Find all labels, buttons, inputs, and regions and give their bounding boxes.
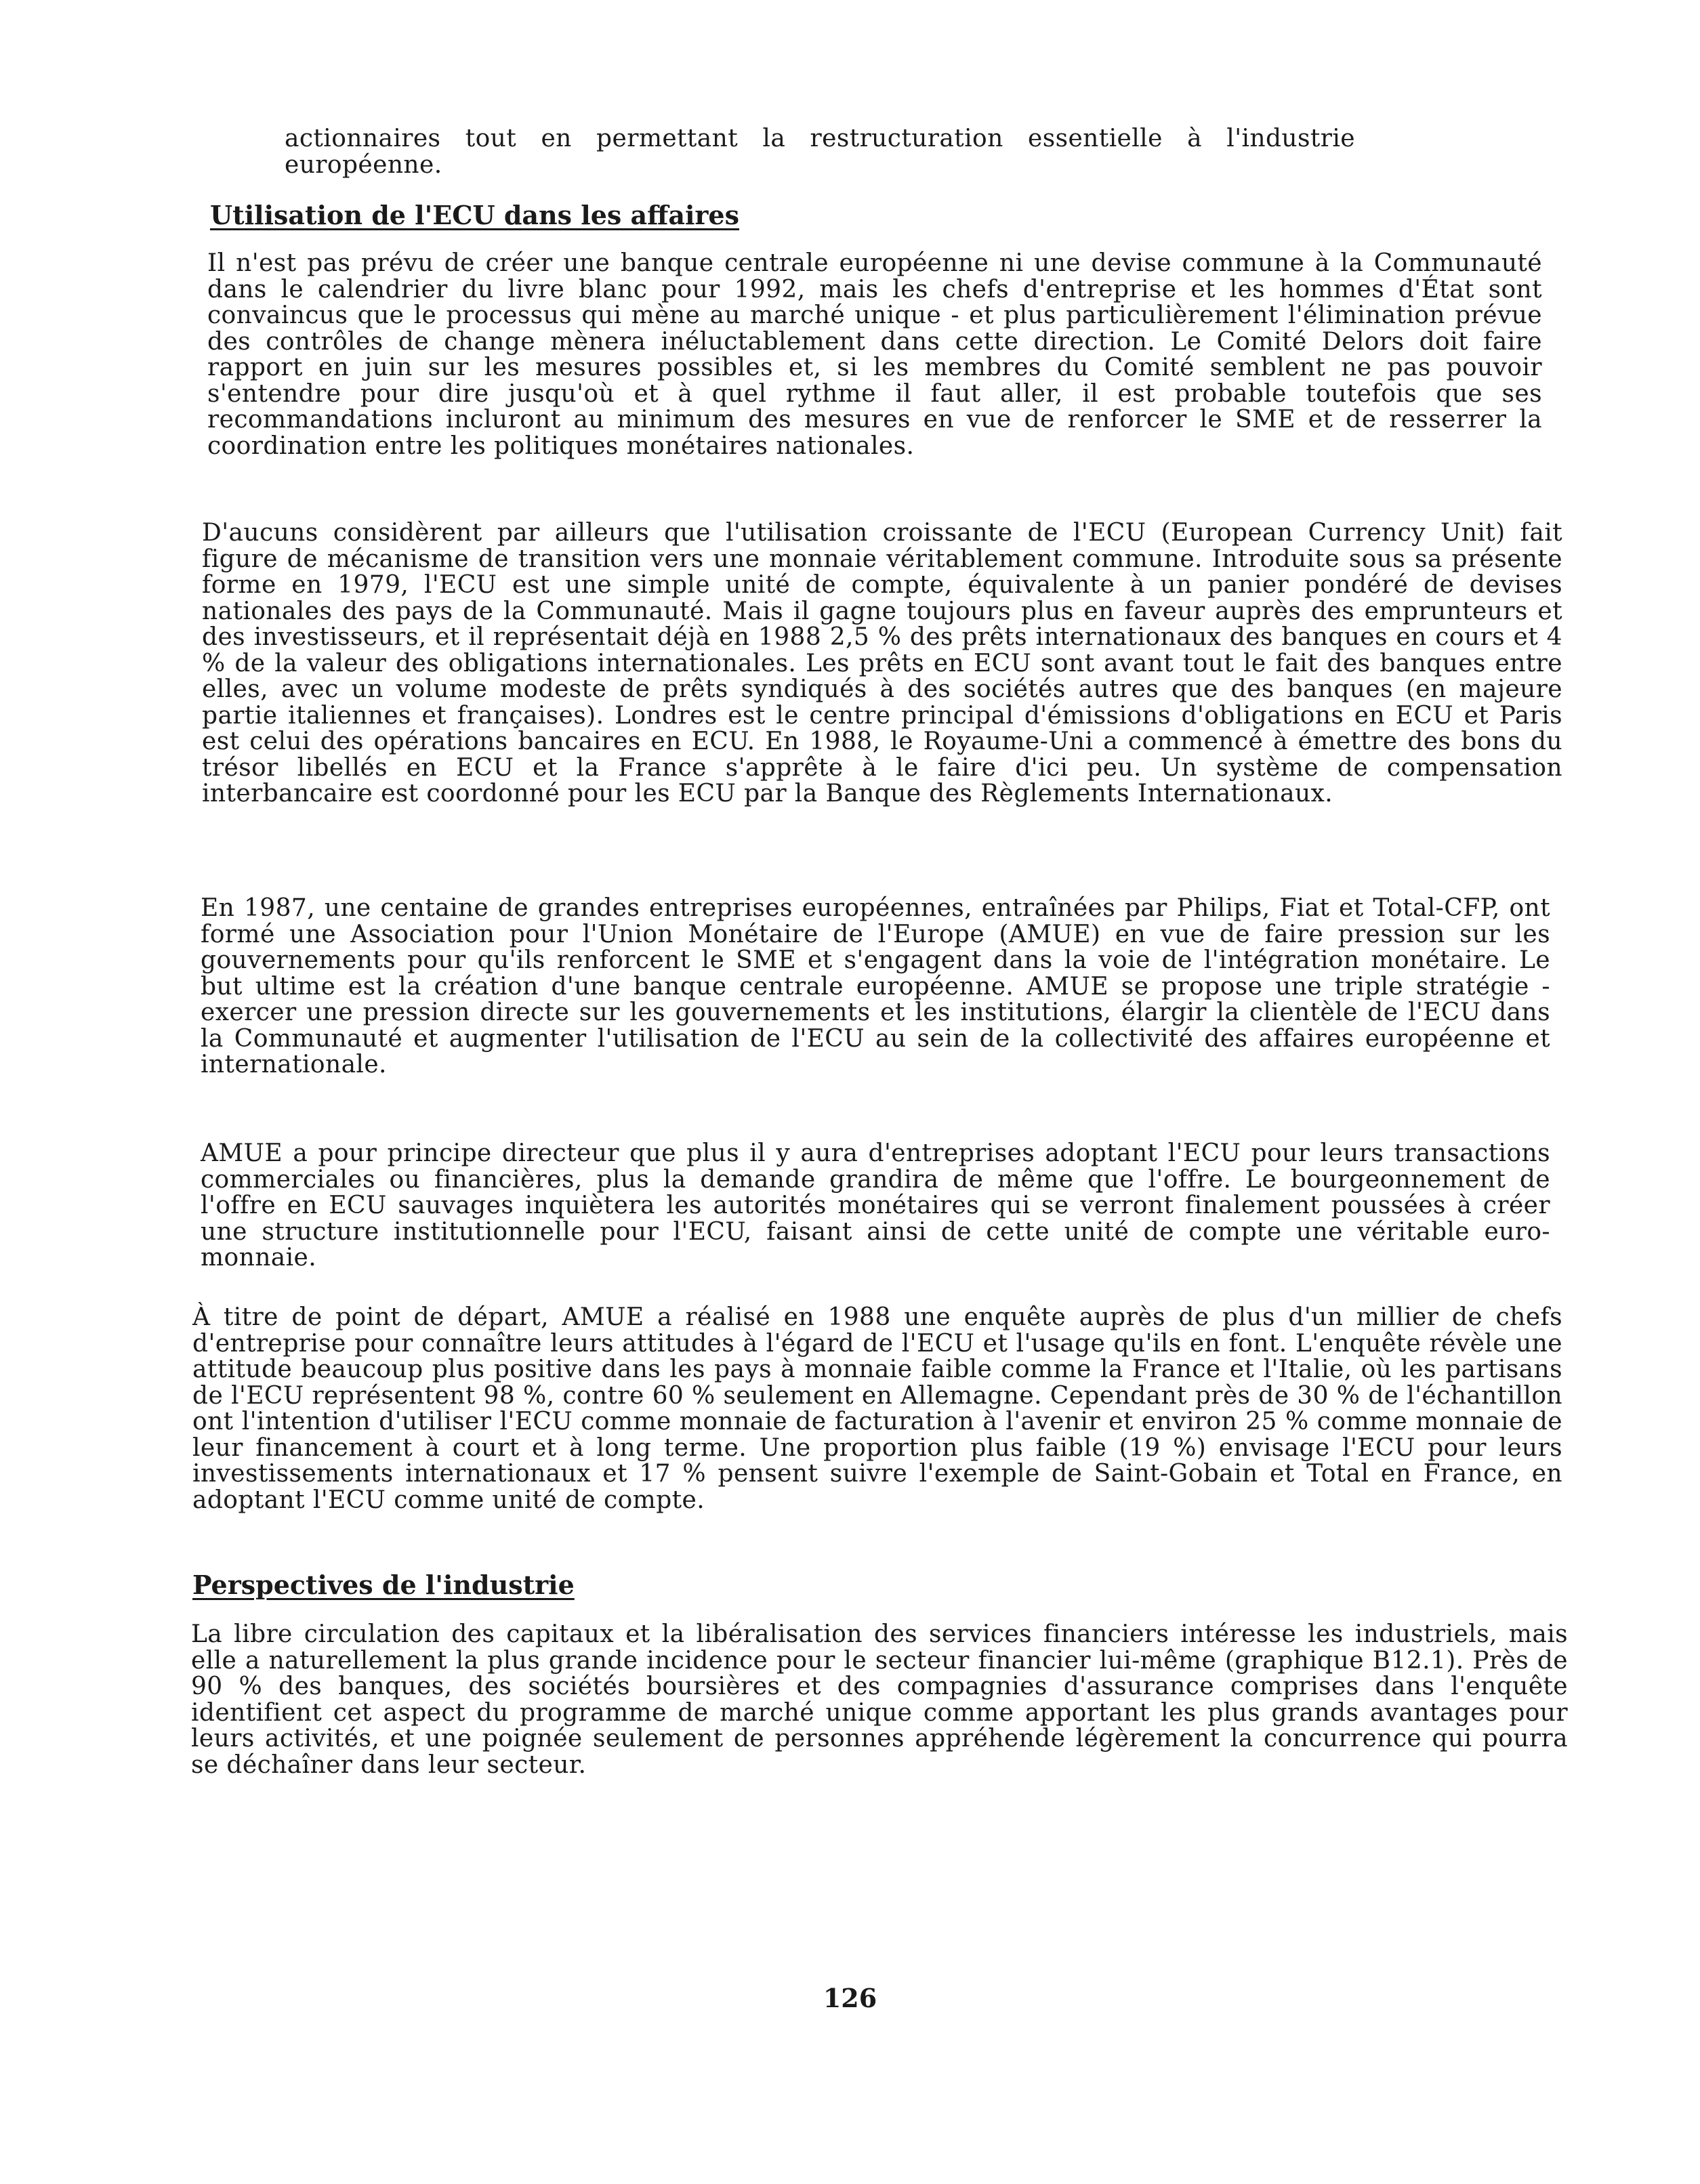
paragraph-ecu-1: Il n'est pas prévu de créer une banque centrale européenne ni une devise commune à la Communauté dans le calendrier du livre blanc pour 1992, mais les chefs d'entreprise et les hommes d'État sont convaincus que le processus qui mène au marché unique - et plus particulièrement l'élimination prévue des contrôles de change mènera inéluctablement dans cette direction. Le Comité Delors doit faire rapport en juin sur les mesures possibles et, si les membres du Comité semblent ne pas pouvoir s'entendre pour dire jusqu'où et à quel rythme il faut aller, il est probable toutefois que ses recommandations incluront au minimum des mesures en vue de renforcer le SME et de resserrer la coordination entre les politiques monétaires nationales. xyxy=(207,249,1542,460)
section-heading-ecu: Utilisation de l'ECU dans les affaires xyxy=(210,200,739,230)
section-heading-industry: Perspectives de l'industrie xyxy=(192,1570,575,1600)
intro-text: actionnaires tout en permettant la restructuration essentielle à l'industrie européenne. xyxy=(285,125,1355,179)
paragraph-ecu-4: AMUE a pour principe directeur que plus il y aura d'entreprises adoptant l'ECU pour leurs transactions commerciales ou financières, plus la demande grandira de même que l'offre. Le bourgeonnement de l'offre en ECU sauvages inquiètera les autorités monétaires qui se verront finalement poussées à créer une structure institutionnelle pour l'ECU, faisant ainsi de cette unité de compte une véritable euro-monnaie. xyxy=(201,1139,1550,1272)
paragraph-ecu-2: D'aucuns considèrent par ailleurs que l'utilisation croissante de l'ECU (European Currency Unit) fait figure de mécanisme de transition vers une monnaie véritablement commune. Introduite sous sa présente forme en 1979, l'ECU est une simple unité de compte, équivalente à un panier pondéré de devises nationales des pays de la Communauté. Mais il gagne toujours plus en faveur auprès des emprunteurs et des investisseurs, et il représentait déjà en 1988 2,5 % des prêts internationaux des banques en cours et 4 % de la valeur des obligations internationales. Les prêts en ECU sont avant tout le fait des banques entre elles, avec un volume modeste de prêts syndiqués à des sociétés autres que des banques (en majeure partie italiennes et françaises). Londres est le centre principal d'émissions d'obligations en ECU et Paris est celui des opérations bancaires en ECU. En 1988, le Royaume-Uni a commencé à émettre des bons du trésor libellés en ECU et la France s'apprête à le faire d'ici peu. Un système de compensation interbancaire est coordonné pour les ECU par la Banque des Règlements Internationaux. xyxy=(202,519,1562,807)
page-number: 126 xyxy=(823,1983,877,2013)
paragraph-ecu-3: En 1987, une centaine de grandes entreprises européennes, entraînées par Philips, Fiat et Total-CFP, ont formé une Association pour l'Union Monétaire de l'Europe (AMUE) en vue de faire pression sur les gouvernements pour qu'ils renforcent le SME et s'engagent dans la voie de l'intégration monétaire. Le but ultime est la création d'une banque centrale européenne. AMUE se propose une triple stratégie - exercer une pression directe sur les gouvernements et les institutions, élargir la clientèle de l'ECU dans la Communauté et augmenter l'utilisation de l'ECU au sein de la collectivité des affaires européenne et internationale. xyxy=(201,894,1550,1078)
paragraph-ecu-5: À titre de point de départ, AMUE a réalisé en 1988 une enquête auprès de plus d'un millier de chefs d'entreprise pour connaître leurs attitudes à l'égard de l'ECU et l'usage qu'ils en font. L'enquête révèle une attitude beaucoup plus positive dans les pays à monnaie faible comme la France et l'Italie, où les partisans de l'ECU représentent 98 %, contre 60 % seulement en Allemagne. Cependant près de 30 % de l'échantillon ont l'intention d'utiliser l'ECU comme monnaie de facturation à l'avenir et environ 25 % comme monnaie de leur financement à court et à long terme. Une proportion plus faible (19 %) envisage l'ECU pour leurs investissements internationaux et 17 % pensent suivre l'exemple de Saint-Gobain et Total en France, en adoptant l'ECU comme unité de compte. xyxy=(192,1303,1562,1514)
paragraph-industry-1: La libre circulation des capitaux et la libéralisation des services financiers intéresse les industriels, mais elle a naturellement la plus grande incidence pour le secteur financier lui-même (graphique B12.1). Près de 90 % des banques, des sociétés boursières et des compagnies d'assurance comprises dans l'enquête identifient cet aspect du programme de marché unique comme apportant les plus grands avantages pour leurs activités, et une poignée seulement de personnes appréhende légèrement la concurrence qui pourra se déchaîner dans leur secteur. xyxy=(191,1620,1568,1779)
